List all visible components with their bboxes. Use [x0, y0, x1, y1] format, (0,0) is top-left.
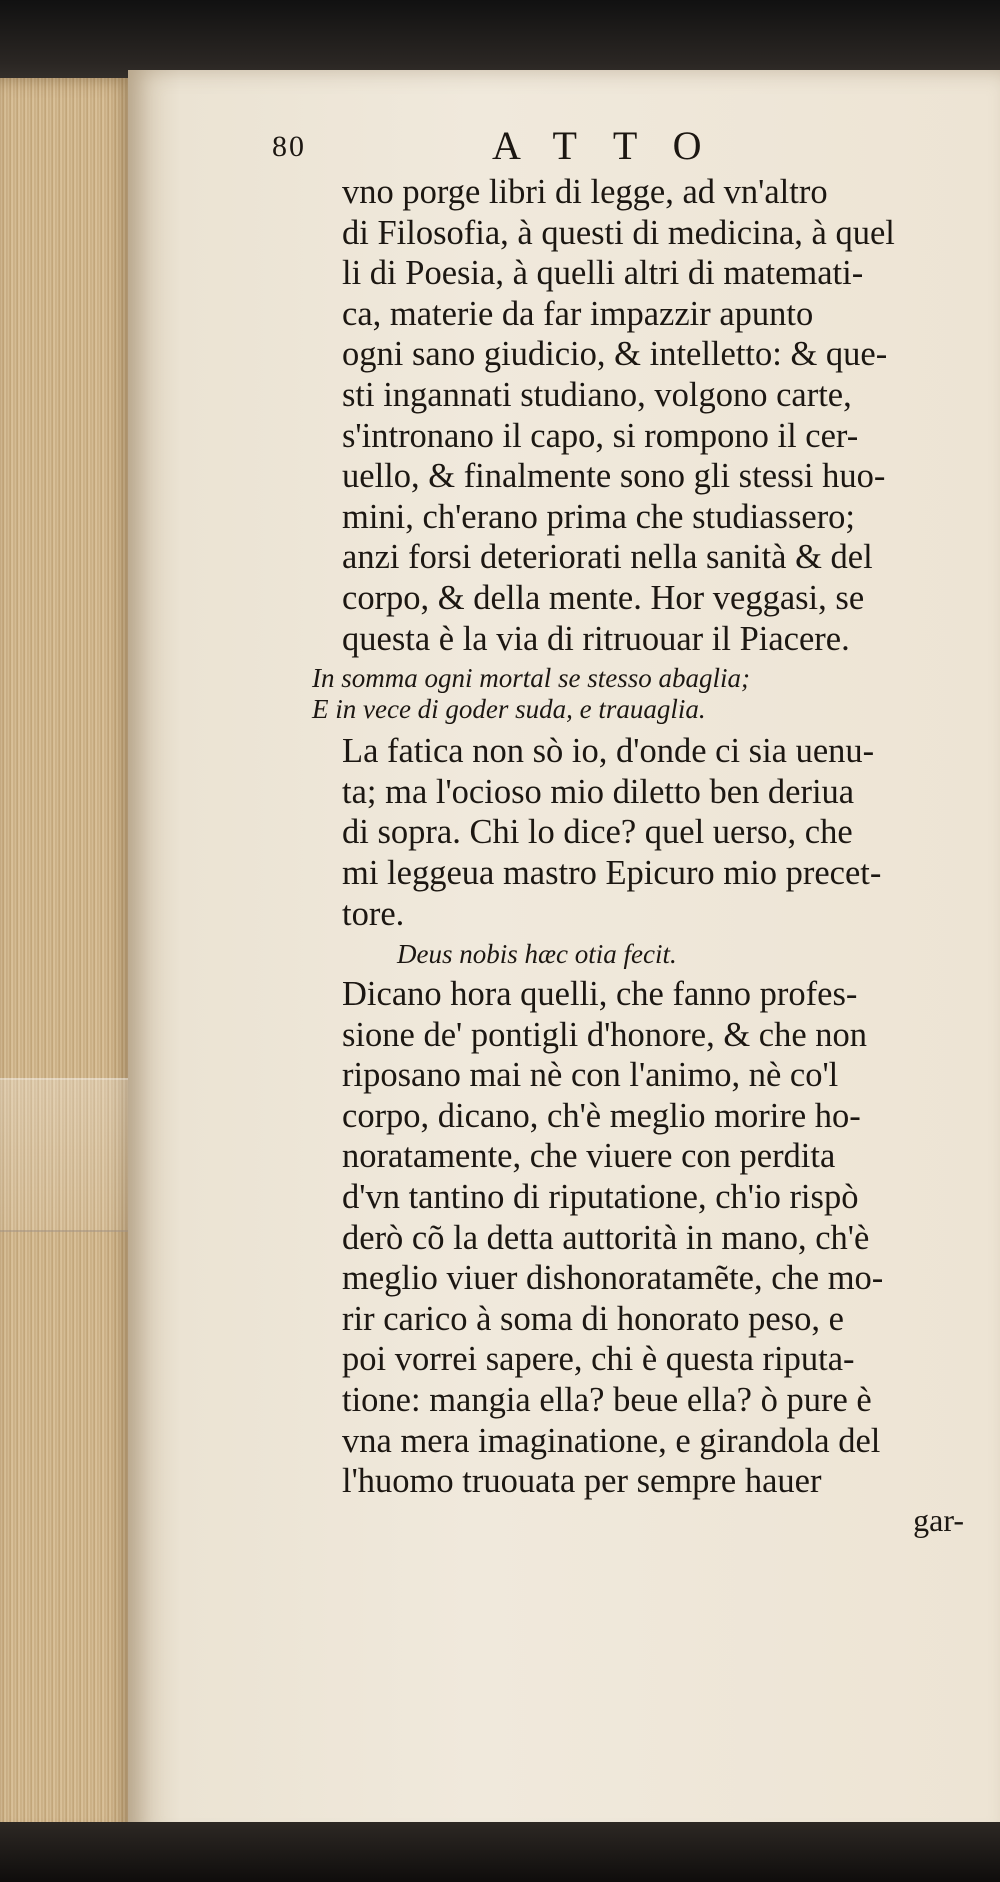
running-head: ATTO — [492, 123, 738, 168]
text-line: mi leggeua mastro Epicuro mio precet- — [342, 853, 882, 892]
text-line: questa è la via di ritruouar il Piacere. — [342, 619, 850, 658]
text-line: tore. — [342, 894, 405, 933]
text-line: corpo, dicano, ch'è meglio morire ho- — [342, 1096, 861, 1135]
text-line: di sopra. Chi lo dice? quel uerso, che — [342, 813, 853, 852]
text-line: l'huomo truouata per sempre hauer — [342, 1462, 822, 1501]
latin-motto: Deus nobis hæc otia fecit. — [397, 939, 677, 970]
page-header — [262, 122, 982, 172]
text-line: vna mera imaginatione, e girandola del — [342, 1421, 881, 1460]
text-line: di Filosofia, à questi di medicina, à quel — [342, 213, 895, 252]
text-line: Dicano hora quelli, che fanno profes- — [342, 975, 858, 1014]
page-edges — [0, 78, 138, 1838]
text-line: La fatica non sò io, d'onde ci sia uenu- — [342, 732, 875, 771]
text-line: derò cõ la detta auttorità in mano, ch'è — [342, 1218, 870, 1257]
text-line: rir carico à soma di honorato peso, e — [342, 1299, 844, 1338]
verse-line: E in vece di goder suda, e trauaglia. — [312, 694, 706, 725]
text-line: s'intronano il capo, si rompono il cer- — [342, 416, 859, 455]
text-line: sti ingannati studiano, volgono carte, — [342, 375, 852, 414]
page-number: 80 — [272, 130, 306, 163]
edge-reflection — [0, 1078, 128, 1232]
text-line: tione: mangia ella? beue ella? ò pure è — [342, 1381, 872, 1420]
text-line: vno porge libri di legge, ad vn'altro — [342, 173, 828, 211]
page-text — [262, 122, 982, 1548]
text-line: corpo, & della mente. Hor veggasi, se — [342, 578, 865, 617]
paragraph-2 — [262, 731, 982, 934]
text-line: riposano mai nè con l'animo, nè co'l — [342, 1056, 839, 1095]
text-line: ca, materie da far impazzir apunto — [342, 294, 814, 333]
text-line: noratamente, che viuere con perdita — [342, 1137, 836, 1176]
verse-quote — [262, 663, 982, 725]
catchword: gar- — [913, 1501, 964, 1538]
text-line: ogni sano giudicio, & intelletto: & que- — [342, 335, 888, 374]
text-line: poi vorrei sapere, chi è questa riputa- — [342, 1340, 855, 1379]
paragraph-3 — [262, 974, 982, 1502]
bottom-shadow — [0, 1822, 1000, 1882]
text-line: sione de' pontigli d'honore, & che non — [342, 1015, 868, 1054]
text-line: mini, ch'erano prima che studiassero; — [342, 497, 856, 536]
paragraph-1 — [262, 172, 982, 659]
text-line: d'vn tantino di riputatione, ch'io rispò — [342, 1178, 859, 1217]
text-line: li di Poesia, à quelli altri di matemati- — [342, 254, 864, 293]
text-line: meglio viuer dishonoratamẽte, che mo- — [342, 1259, 884, 1298]
text-line: ta; ma l'ocioso mio diletto ben deriua — [342, 772, 855, 811]
verse-line: In somma ogni mortal se stesso abaglia; — [312, 663, 750, 694]
text-line: uello, & finalmente sono gli stessi huo- — [342, 457, 886, 496]
text-line: anzi forsi deteriorati nella sanità & del — [342, 538, 873, 577]
